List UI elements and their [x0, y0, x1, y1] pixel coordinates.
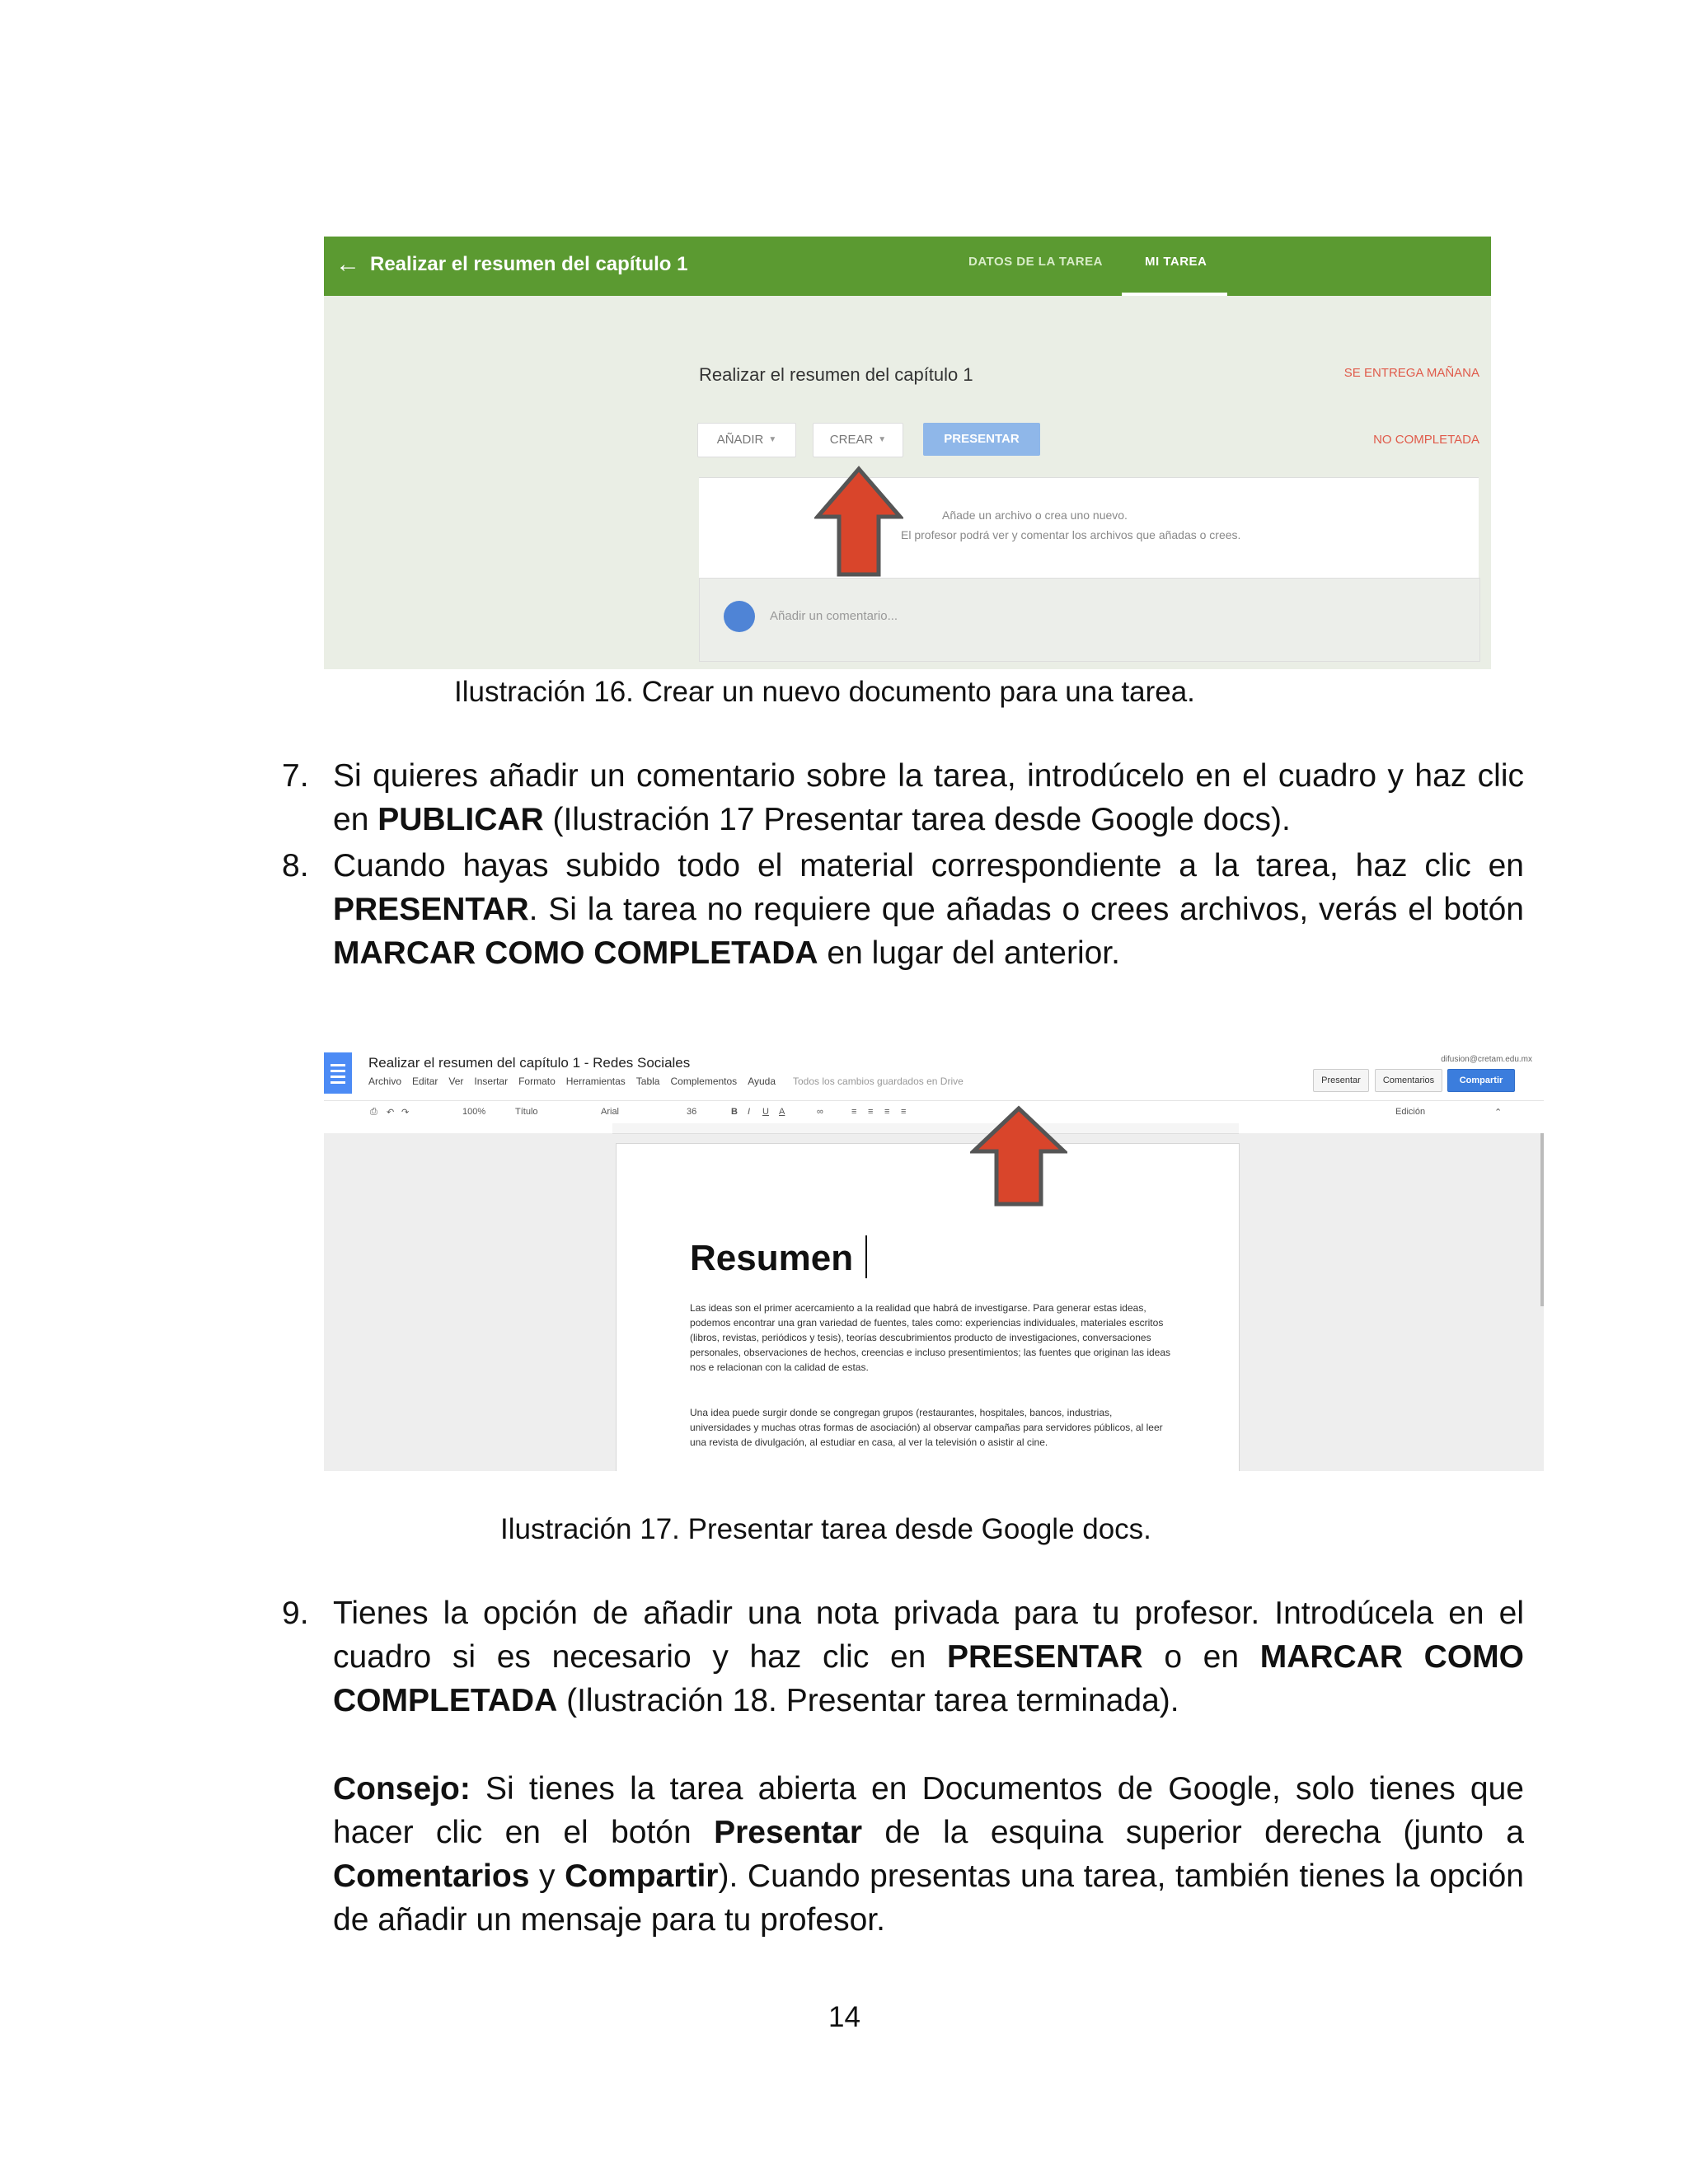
attachments-hint-secondary: El profesor podrá ver y comentar los archivos que añadas o crees.	[901, 528, 1241, 541]
avatar	[724, 601, 755, 632]
tab-my-work[interactable]: MI TAREA	[1145, 255, 1207, 269]
font-select[interactable]: Arial	[601, 1107, 620, 1117]
align-justify-icon[interactable]: ≡	[901, 1107, 907, 1117]
document-paragraph-2: Una idea puede surgir donde se congregan grupos (restaurantes, hospitales, bancos, industrias, universidades y muchas otras formas de asociación) al observar campañas para servidores públicos, al leer una revista de divulgación, al estudiar en casa, al ver la televisión o asistir al cine.	[690, 1407, 1163, 1448]
menu-ver[interactable]: Ver	[448, 1076, 464, 1087]
docs-logo-icon[interactable]	[324, 1052, 352, 1094]
active-tab-indicator	[1122, 293, 1227, 296]
attachments-hint: Añade un archivo o crea uno nuevo.	[942, 509, 1128, 522]
menu-insertar[interactable]: Insertar	[474, 1076, 509, 1087]
chevron-down-icon: ▼	[878, 435, 887, 445]
present-button[interactable]: Presentar	[1313, 1069, 1369, 1092]
create-button[interactable]: CREAR ▼	[813, 423, 903, 457]
classroom-topbar	[324, 237, 1491, 296]
comments-button[interactable]: Comentarios	[1375, 1069, 1442, 1092]
align-right-icon[interactable]: ≡	[884, 1107, 890, 1117]
zoom-select[interactable]: 100%	[462, 1107, 486, 1117]
up-arrow-icon	[814, 466, 903, 578]
menu-tabla[interactable]: Tabla	[635, 1076, 660, 1087]
format-toolbar	[324, 1100, 1544, 1122]
text-cursor	[865, 1235, 867, 1278]
print-icon[interactable]: ⎙	[370, 1107, 377, 1117]
menu-complementos[interactable]: Complementos	[670, 1076, 738, 1087]
page-number: 14	[828, 2001, 860, 2033]
list-item-9: 9. Tienes la opción de añadir una nota privada para tu profesor. Introdúcela en el cuadro si es necesario y haz clic en PRESENTAR o en MARCAR COMO COMPLETADA (Ilustración 18. Presentar tarea terminada).	[282, 1596, 1525, 1718]
status-label: NO COMPLETADA	[1373, 433, 1479, 447]
share-button[interactable]: Compartir	[1447, 1069, 1515, 1092]
document-title[interactable]: Realizar el resumen del capítulo 1 - Redes Sociales	[368, 1055, 691, 1071]
figure-16-screenshot	[324, 237, 1491, 669]
account-email[interactable]: difusion@cretam.edu.mx	[1441, 1055, 1532, 1064]
tip-paragraph: Consejo: Si tienes la tarea abierta en Documentos de Google, solo tienes que hacer clic en el botón Presentar de la esquina superior derecha (junto a Comentarios y Compartir). Cuando presentas una tarea, también tienes la opción de añadir un mensaje para tu profesor.	[333, 1771, 1524, 1938]
tab-assignment-details[interactable]: DATOS DE LA TAREA	[968, 255, 1103, 269]
up-arrow-icon	[970, 1105, 1067, 1207]
align-center-icon[interactable]: ≡	[868, 1107, 874, 1117]
figure-16-caption: Ilustración 16. Crear un nuevo documento para una tarea.	[454, 676, 1195, 708]
undo-icon[interactable]: ↶	[387, 1108, 395, 1118]
docs-header	[324, 1047, 1544, 1133]
list-item-8: 8. Cuando hayas subido todo el material correspondiente a la tarea, haz clic en PRESENTAR. Si la tarea no requiere que añadas o crees archivos, verás el botón MARCAR COMO COMPLETADA en lugar del anterior.	[282, 848, 1524, 971]
figure-17-screenshot	[324, 1047, 1544, 1471]
add-button[interactable]: AÑADIR ▼	[697, 423, 796, 457]
card-title: Realizar el resumen del capítulo 1	[699, 364, 973, 385]
comment-input[interactable]: Añadir un comentario...	[770, 609, 898, 623]
link-icon[interactable]: ∞	[817, 1107, 823, 1117]
font-size-select[interactable]: 36	[687, 1107, 697, 1117]
assignment-title: Realizar el resumen del capítulo 1	[370, 253, 688, 275]
back-arrow-icon[interactable]: ←	[335, 251, 360, 278]
text-color-icon[interactable]: A	[779, 1107, 785, 1117]
menu-editar[interactable]: Editar	[412, 1076, 438, 1087]
chevron-down-icon: ▼	[768, 435, 777, 445]
collapse-icon[interactable]: ⌃	[1494, 1108, 1503, 1118]
save-status: Todos los cambios guardados en Drive	[793, 1076, 964, 1087]
ruler	[612, 1123, 1239, 1134]
menu-bar	[368, 1076, 974, 1087]
menu-formato[interactable]: Formato	[518, 1076, 556, 1087]
document-paragraph-1: Las ideas son el primer acercamiento a la realidad que habrá de investigarse. Para generar estas ideas, podemos encontrar una gran variedad de fuentes, tales como: experiencias individuales, materiales escritos (libros, revistas, periódicos y tesis), teorías descubrimientos producto de investigaciones, conversaciones personales, observaciones de hechos, creencias e incluso presentimientos; las fuentes que originan las ideas nos e relacionan con la calidad de estas.	[690, 1302, 1171, 1373]
underline-icon[interactable]: U	[762, 1107, 769, 1117]
list-item-7: 7. Si quieres añadir un comentario sobre la tarea, introdúcelo en el cuadro y haz clic en PUBLICAR (Ilustración 17 Presentar tarea desde Google docs).	[282, 758, 1524, 837]
align-left-icon[interactable]: ≡	[851, 1107, 857, 1117]
menu-herramientas[interactable]: Herramientas	[565, 1076, 626, 1087]
italic-icon[interactable]: I	[748, 1107, 751, 1117]
figure-17-caption: Ilustración 17. Presentar tarea desde Google docs.	[500, 1513, 1151, 1545]
menu-ayuda[interactable]: Ayuda	[748, 1076, 776, 1087]
submit-button[interactable]: PRESENTAR	[923, 423, 1040, 456]
scrollbar[interactable]	[1540, 1133, 1544, 1306]
document-heading: Resumen	[690, 1238, 854, 1278]
edit-mode-select[interactable]: Edición	[1395, 1107, 1426, 1117]
menu-archivo[interactable]: Archivo	[368, 1076, 402, 1087]
style-select[interactable]: Título	[515, 1107, 538, 1117]
due-label: SE ENTREGA MAÑANA	[1343, 366, 1479, 380]
bold-icon[interactable]: B	[731, 1107, 738, 1117]
redo-icon[interactable]: ↷	[401, 1108, 410, 1118]
